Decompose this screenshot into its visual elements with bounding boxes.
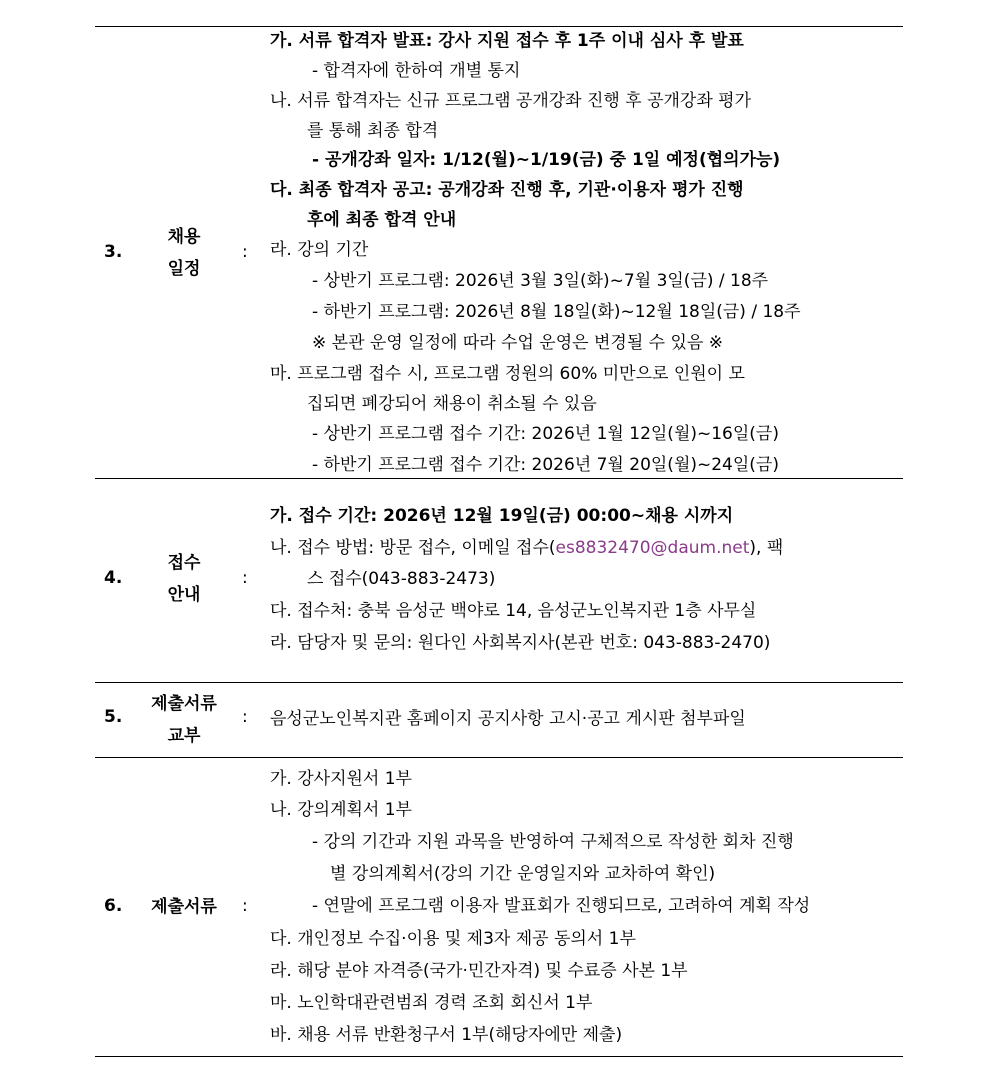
schedule-line: 나. 서류 합격자는 신규 프로그램 공개강좌 진행 후 공개강좌 평가 [270,91,752,111]
section-number: 3. [104,242,123,262]
section-title-line: 채용 [167,227,201,247]
schedule-line: - 합격자에 한하여 개별 통지 [312,61,521,81]
schedule-line: - 하반기 프로그램: 2026년 8월 18일(화)~12월 18일(금) / 18주 [312,302,801,322]
section-number: 5. [104,707,123,727]
document-item: 가. 강사지원서 1부 [270,769,412,789]
section-title-line: 접수 [167,553,201,573]
application-period: 가. 접수 기간: 2026년 12월 19일(금) 00:00~채용 시까지 [270,506,734,526]
section-colon: : [242,896,248,916]
application-method [270,535,783,561]
section-number: 6. [104,896,123,916]
divider-section-3-4 [95,478,903,479]
document-item: 라. 해당 분야 자격증(국가·민간자격) 및 수료증 사본 1부 [270,961,688,981]
document-item: 나. 강의계획서 1부 [270,800,412,820]
schedule-note: ※ 본관 운영 일정에 따라 수업 운영은 변경될 수 있음 ※ [312,333,723,353]
schedule-line: 후에 최종 합격 안내 [307,210,457,230]
schedule-line: 집되면 폐강되어 채용이 취소될 수 있음 [307,394,597,414]
schedule-line: - 상반기 프로그램 접수 기간: 2026년 1월 12일(월)~16일(금) [312,424,779,444]
section-title: 제출서류 [151,897,217,917]
application-contact: 라. 담당자 및 문의: 원다인 사회복지사(본관 번호: 043-883-2470) [270,633,771,653]
section-colon: : [242,707,248,727]
document-item-detail: - 연말에 프로그램 이용자 발표회가 진행되므로, 고려하여 계획 작성 [312,896,811,916]
divider-bottom [95,1056,903,1057]
section-title-line: 제출서류 [151,694,217,714]
schedule-line: - 상반기 프로그램: 2026년 3월 3일(화)~7월 3일(금) / 18주 [312,271,769,291]
document-item-detail: - 강의 기간과 지원 과목을 반영하여 구체적으로 작성한 회차 진행 [312,832,794,852]
divider-section-4-5 [95,682,903,683]
section-colon: : [242,242,248,262]
section-colon: : [242,568,248,588]
divider-top [95,26,903,27]
section-title-line: 안내 [167,585,201,605]
schedule-line: 가. 서류 합격자 발표: 강사 지원 접수 후 1주 이내 심사 후 발표 [270,31,744,51]
document-item: 바. 채용 서류 반환청구서 1부(해당자에만 제출) [270,1025,623,1045]
section-number: 4. [104,568,123,588]
section-title [140,221,228,285]
application-method-prefix: 나. 접수 방법: 방문 접수, 이메일 접수( [270,538,556,558]
document-item: 다. 개인정보 수집·이용 및 제3자 제공 동의서 1부 [270,929,636,949]
schedule-line: - 공개강좌 일자: 1/12(월)~1/19(금) 중 1일 예정(협의가능) [312,150,781,170]
schedule-line: 다. 최종 합격자 공고: 공개강좌 진행 후, 기관·이용자 평가 진행 [270,180,744,200]
application-method-suffix: ), 팩 [749,538,784,558]
schedule-line: 라. 강의 기간 [270,240,369,260]
section-title [140,688,228,752]
schedule-line: 마. 프로그램 접수 시, 프로그램 정원의 60% 미만으로 인원이 모 [270,364,745,384]
application-fax: 스 접수(043-883-2473) [307,569,496,589]
schedule-line: 를 통해 최종 합격 [307,121,439,141]
section-title [140,547,228,611]
email-link[interactable]: es8832470@daum.net [555,538,750,558]
divider-section-5-6 [95,757,903,758]
section-title-line: 일정 [167,259,201,279]
schedule-line: - 하반기 프로그램 접수 기간: 2026년 7월 20일(월)~24일(금) [312,455,779,475]
application-place: 다. 접수처: 충북 음성군 백야로 14, 음성군노인복지관 1층 사무실 [270,601,757,621]
distribution-line: 음성군노인복지관 홈페이지 공지사항 고시·공고 게시판 첨부파일 [270,709,746,729]
document-item: 마. 노인학대관련범죄 경력 조회 회신서 1부 [270,993,593,1013]
document-item-detail: 별 강의계획서(강의 기간 운영일지와 교차하여 확인) [330,864,716,884]
section-title-line: 교부 [167,726,201,746]
